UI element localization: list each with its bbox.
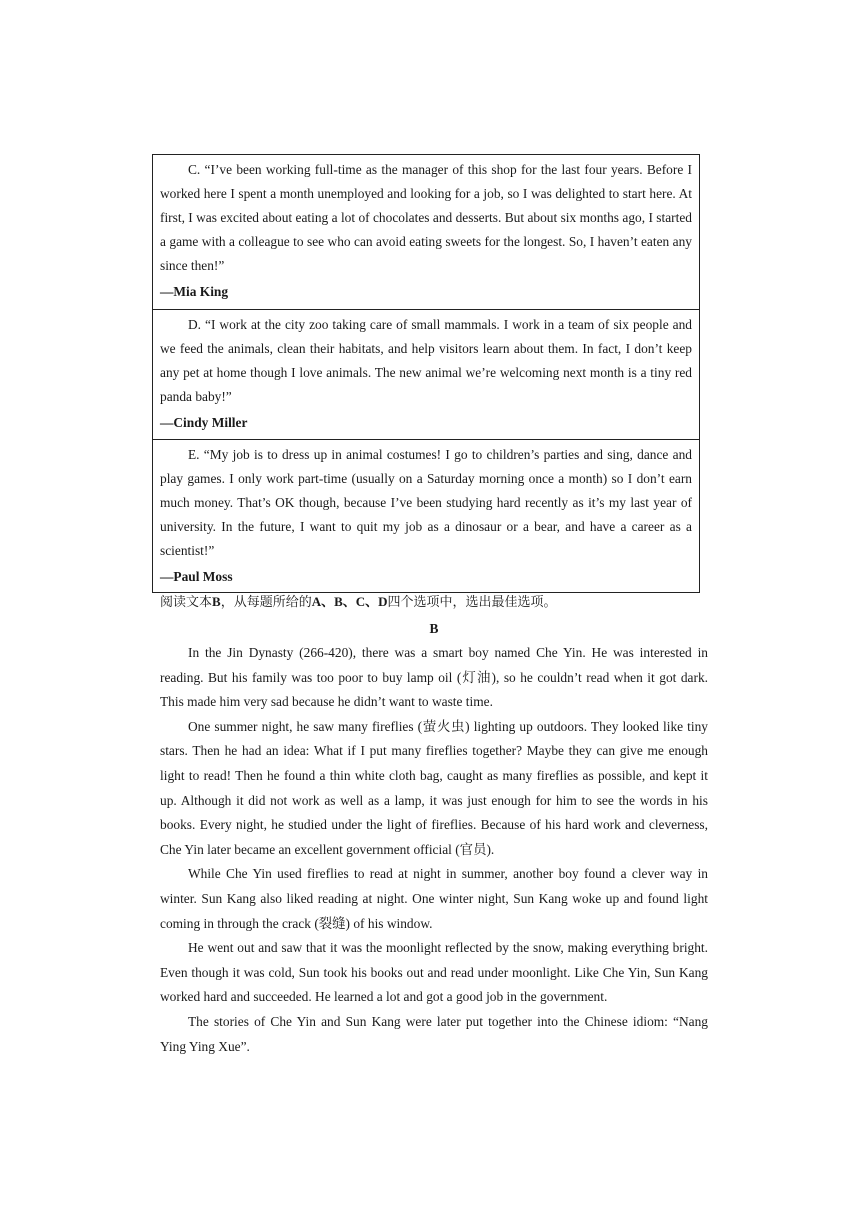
story-paragraph: He went out and saw that it was the moonlight reflected by the snow, making everything bright. Even though it was cold, Sun took his books out and read under moonlight. Like Che Yin, Sun Kang worked hard and succeeded. He learned a lot and got a good job in the government. <box>160 940 708 1005</box>
instruction-options: A、B、C、D <box>311 594 388 609</box>
quote-box-c <box>153 155 699 309</box>
quotes-table <box>152 154 700 593</box>
instruction-part: 四个选项中，选出最佳选项。 <box>387 594 557 609</box>
story-paragraph: One summer night, he saw many fireflies (萤火虫) lighting up outdoors. They looked like tiny stars. Then he had an idea: What if I put many fireflies together? Maybe they can give me enough light to read! Then he found a thin white cloth bag, caught as many fireflies as possible, and kept it up. Although it did not work as well as a lamp, it was just enough for him to see the words in his books. Every night, he studied under the light of fireflies. Because of his hard work and cleverness, Che Yin later became an excellent government official (官员). <box>160 718 708 857</box>
quote-text: D. “I work at the city zoo taking care of small mammals. I work in a team of six people and we feed the animals, clean their habitats, and help visitors learn about them. In fact, I don’t keep any pet at home though I love animals. The new animal we’re welcoming next month is a tiny red panda baby!” <box>160 317 692 404</box>
instruction <box>160 592 720 612</box>
instruction-part: 阅读文本 <box>160 594 213 609</box>
quote-text: E. “My job is to dress up in animal costumes! I go to children’s parties and sing, dance and play games. I only work part-time (usually on a Saturday morning once a month) so I don’t earn much money. That’s OK though, because I’ve been studying hard recently as it’s my last year of university. In the future, I want to quit my job as a dinosaur or a bear, and have a career as a scientist!” <box>160 447 692 558</box>
quote-author: —Paul Moss <box>160 569 233 584</box>
instruction-part: ，从每题所给的 <box>220 594 312 609</box>
story-paragraph: In the Jin Dynasty (266-420), there was a smart boy named Che Yin. He was interested in reading. But his family was too poor to buy lamp oil (灯油), so he couldn’t read when it got dark. This made him very sad because he didn’t want to waste time. <box>160 645 708 710</box>
instruction-text-label: B <box>212 594 221 609</box>
quote-box-d <box>153 309 699 439</box>
section-title: B <box>429 621 439 636</box>
story-text <box>160 641 708 1059</box>
story-paragraph: While Che Yin used fireflies to read at night in summer, another boy found a clever way in winter. Sun Kang also liked reading at night. One winter night, Sun Kang woke up and found light coming in through the crack (裂缝) of his window. <box>160 866 708 931</box>
quote-text: C. “I’ve been working full-time as the manager of this shop for the last four years. Before I worked here I spent a month unemployed and looking for a job, so I was delighted to start here. At first, I was excited about eating a lot of chocolates and desserts. But about six months ago, I started a game with a colleague to see who can avoid eating sweets for the longest. So, I haven’t eaten any since then!” <box>160 162 692 273</box>
quote-author: —Mia King <box>160 284 229 299</box>
quote-author: —Cindy Miller <box>160 415 248 430</box>
story-paragraph: The stories of Che Yin and Sun Kang were later put together into the Chinese idiom: “Nang Ying Ying Xue”. <box>160 1013 708 1054</box>
quote-box-e <box>153 439 699 592</box>
